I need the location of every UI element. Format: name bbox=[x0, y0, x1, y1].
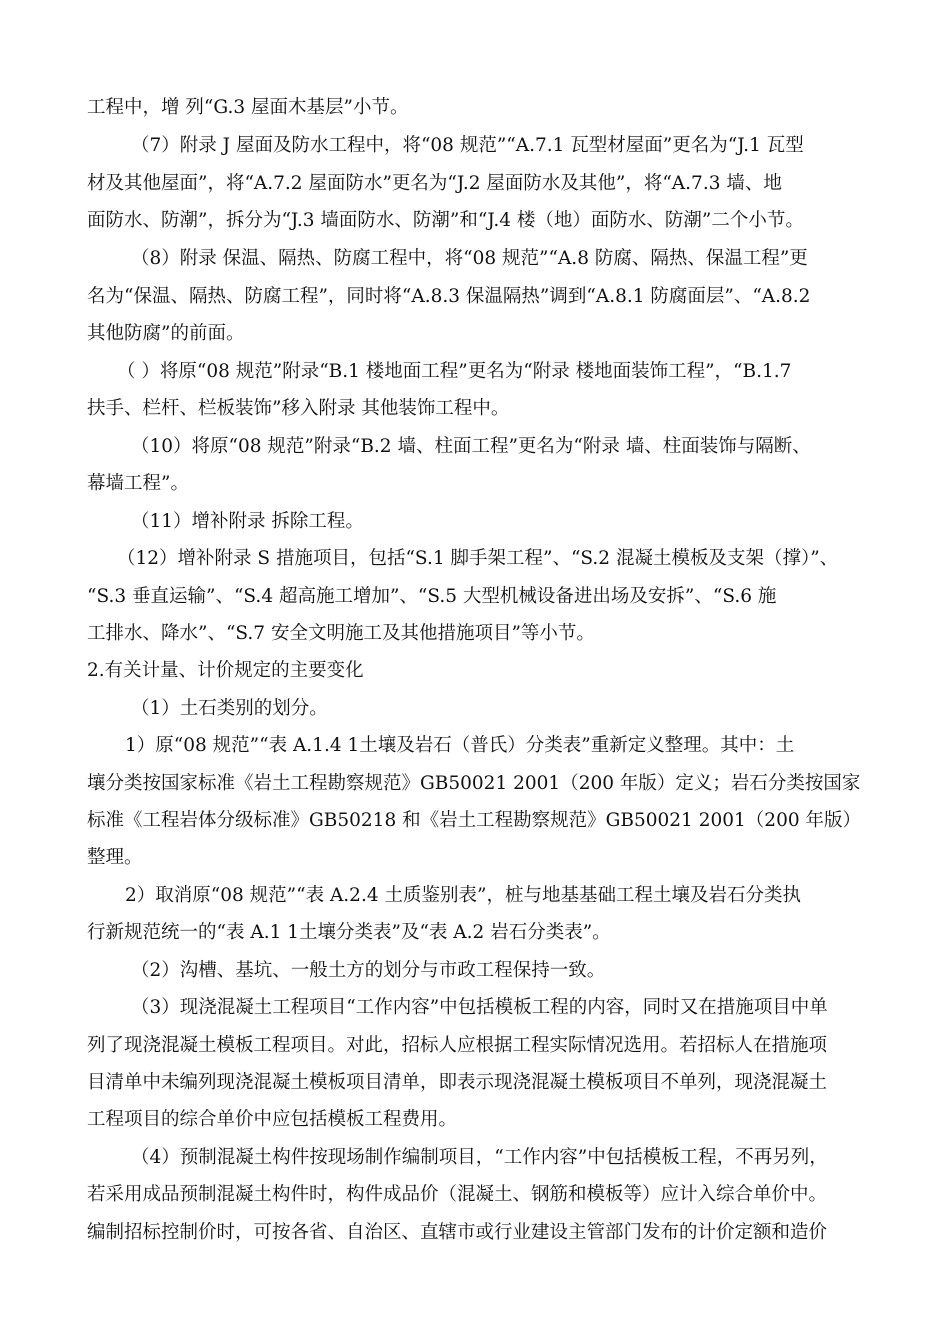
text-line: 标准《工程岩体分级标准》GB50218 和《岩土工程勘察规范》GB50021 2001（200 年版） bbox=[87, 810, 861, 831]
text-line: 工排水、降水”、“S.7 安全文明施工及其他措施项目”等小节。 bbox=[87, 623, 595, 644]
text-line: 2）取消原“08 规范”“表 A.2.4 土质鉴别表”，桩与地基基础工程土壤及岩石分类执 bbox=[125, 885, 801, 906]
text-line: 目清单中未编列现浇混凝土模板项目清单，即表示现浇混凝土模板项目不单列，现浇混凝土 bbox=[87, 1072, 828, 1093]
text-line: （1）土石类别的划分。 bbox=[131, 698, 328, 719]
text-line: （11）增补附录 拆除工程。 bbox=[131, 511, 364, 532]
text-line: （2）沟槽、基坑、一般土方的划分与市政工程保持一致。 bbox=[131, 960, 606, 981]
section-heading: 2.有关计量、计价规定的主要变化 bbox=[87, 660, 364, 681]
text-line: 其他防腐”的前面。 bbox=[87, 323, 245, 344]
text-line: 扶手、栏杆、栏板装饰”移入附录 其他装饰工程中。 bbox=[87, 398, 510, 419]
text-line: 壤分类按国家标准《岩土工程勘察规范》GB50021 2001（200 年版）定义；岩石分类按国家 bbox=[87, 773, 861, 794]
text-line: （8）附录 保温、隔热、防腐工程中，将“08 规范”“A.8 防腐、隔热、保温工程”更 bbox=[131, 248, 808, 269]
text-line: （12）增补附录 S 措施项目，包括“S.1 脚手架工程”、“S.2 混凝土模板及支架（撑）”、 bbox=[117, 548, 839, 569]
text-line: （4）预制混凝土构件按现场制作编制项目，“工作内容”中包括模板工程，不再另列， bbox=[131, 1147, 828, 1168]
text-line: （ ）将原“08 规范”附录“B.1 楼地面工程”更名为“附录 楼地面装饰工程”，“B.1.7 bbox=[117, 361, 792, 382]
text-line: 列了现浇混凝土模板工程项目。对此，招标人应根据工程实际情况选用。若招标人在措施项 bbox=[87, 1035, 828, 1056]
text-line: 1）原“08 规范”“表 A.1.4 1土壤及岩石（普氏）分类表”重新定义整理。其中：土 bbox=[125, 735, 795, 756]
text-line: “S.3 垂直运输”、“S.4 超高施工增加”、“S.5 大型机械设备进出场及安拆”、“S.6 施 bbox=[87, 586, 777, 607]
text-line: 面防水、防潮”，拆分为“J.3 墙面防水、防潮”和“J.4 楼（地）面防水、防潮”二个小节。 bbox=[87, 210, 804, 231]
text-line: （7）附录 J 屋面及防水工程中，将“08 规范”“A.7.1 瓦型材屋面”更名为“J.1 瓦型 bbox=[131, 135, 804, 156]
text-line: 行新规范统一的“表 A.1 1土壤分类表”及“表 A.2 岩石分类表”。 bbox=[87, 922, 611, 943]
text-line: 名为“保温、隔热、防腐工程”，同时将“A.8.3 保温隔热”调到“A.8.1 防腐面层”、“A.8.2 bbox=[87, 286, 811, 307]
text-line: （3）现浇混凝土工程项目“工作内容”中包括模板工程的内容，同时又在措施项目中单 bbox=[131, 997, 828, 1018]
text-line: 整理。 bbox=[87, 847, 143, 868]
text-line: 材及其他屋面”，将“A.7.2 屋面防水”更名为“J.2 屋面防水及其他”，将“A.7.3 墙、地 bbox=[87, 173, 782, 194]
text-line: 若采用成品预制混凝土构件时，构件成品价（混凝土、钢筋和模板等）应计入综合单价中。 bbox=[87, 1184, 828, 1205]
text-line: 工程项目的综合单价中应包括模板工程费用。 bbox=[87, 1109, 458, 1130]
text-line: 编制招标控制价时，可按各省、自治区、直辖市或行业建设主管部门发布的计价定额和造价 bbox=[87, 1222, 828, 1243]
text-line: 幕墙工程”。 bbox=[87, 473, 189, 494]
text-line: （10）将原“08 规范”附录“B.2 墙、柱面工程”更名为“附录 墙、柱面装饰与隔断、 bbox=[131, 436, 811, 457]
text-line: 工程中，增 列“G.3 屋面木基层”小节。 bbox=[87, 97, 409, 118]
